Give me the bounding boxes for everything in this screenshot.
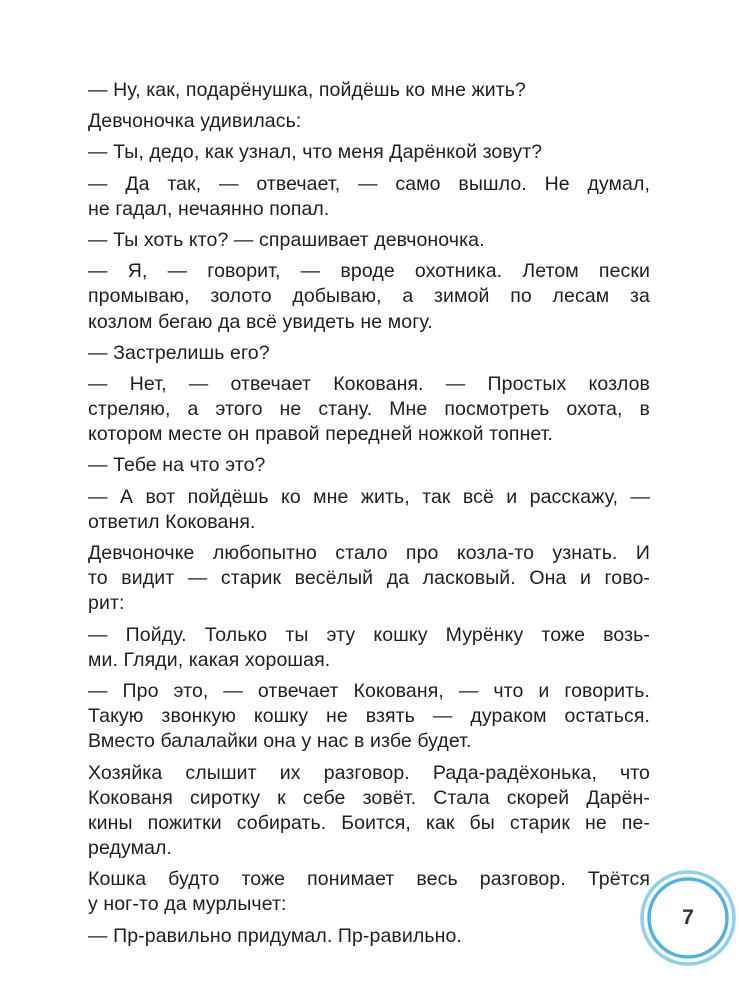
page-number-ring-icon	[640, 870, 739, 990]
text-line: рит:	[88, 592, 125, 615]
paragraph	[88, 341, 650, 366]
text-line: не гадал, нечаянно попал.	[88, 197, 330, 220]
text-line: промываю, золото добываю, а зимой по лесам за	[88, 285, 650, 308]
paragraph	[88, 623, 650, 673]
text-line: — Ты, дедо, как узнал, что меня Дарёнкой зовут?	[88, 141, 543, 164]
text-line: — Ну, как, подарёнушка, пойдёшь ко мне жить?	[88, 79, 526, 101]
paragraph	[88, 172, 650, 222]
paragraph	[88, 140, 650, 165]
text-line: стреляю, а этого не стану. Мне посмотреть охота, в	[88, 398, 650, 421]
paragraph	[88, 924, 650, 949]
text-line: — Застрелишь его?	[88, 341, 270, 364]
paragraph	[88, 372, 650, 448]
text-line: — А вот пойдёшь ко мне жить, так всё и расскажу, —	[88, 485, 650, 508]
text-line: — Ты хоть кто? — спрашивает девчоночка.	[88, 228, 485, 251]
text-line: Такую звонкую кошку не взять — дураком остаться.	[88, 705, 650, 728]
text-line: — Нет, — отвечает Кокованя. — Простых козлов	[88, 372, 650, 395]
paragraph	[88, 228, 650, 253]
text-line: — Да так, — отвечает, — само вышло. Не думал,	[88, 172, 650, 195]
text-line: у ног-то да мурлычет:	[88, 893, 287, 916]
paragraph	[88, 78, 650, 103]
text-line: Кокованя сиротку к себе зовёт. Стала скорей Дарён-	[88, 786, 650, 809]
paragraph	[88, 453, 650, 478]
paragraph	[88, 485, 650, 535]
text-line: ответил Кокованя.	[88, 510, 256, 533]
text-line: Кошка будто тоже понимает весь разговор. Трётся	[88, 868, 650, 891]
text-line: ми. Гляди, какая хорошая.	[88, 648, 331, 671]
text-line: — Тебе на что это?	[88, 454, 266, 477]
text-line: кины пожитки собирать. Боится, как бы старик не пе-	[88, 811, 650, 834]
text-line: — Пойду. Только ты эту кошку Мурёнку тоже возь-	[88, 623, 650, 646]
text-line: Девчоночка удивилась:	[88, 110, 302, 133]
text-line: котором месте он правой передней ножкой топнет.	[88, 423, 554, 446]
text-line: — Я, — говорит, — вроде охотника. Летом пески	[88, 260, 650, 283]
paragraph	[88, 761, 650, 862]
paragraph	[88, 259, 650, 335]
text-line: — Пр-равильно придумал. Пр-равильно.	[88, 924, 462, 947]
page-number: 7	[682, 906, 694, 929]
paragraph	[88, 867, 650, 917]
text-line: редумал.	[88, 837, 173, 860]
text-line: Хозяйка слышит их разговор. Рада-радёхонька, что	[88, 761, 650, 784]
paragraph	[88, 679, 650, 755]
text-line: Девчоночке любопытно стало про козла-то узнать. И	[88, 542, 650, 564]
text-line: Вместо балалайки она у нас в избе будет.	[88, 730, 472, 753]
text-line: то видит — старик весёлый да ласковый. Она и гово-	[88, 567, 650, 590]
text-line: — Про это, — отвечает Кокованя, — что и говорить.	[88, 679, 650, 702]
paragraph	[88, 109, 650, 134]
story-text	[88, 78, 650, 955]
paragraph	[88, 541, 650, 617]
text-line: козлом бегаю да всё увидеть не могу.	[88, 310, 433, 333]
